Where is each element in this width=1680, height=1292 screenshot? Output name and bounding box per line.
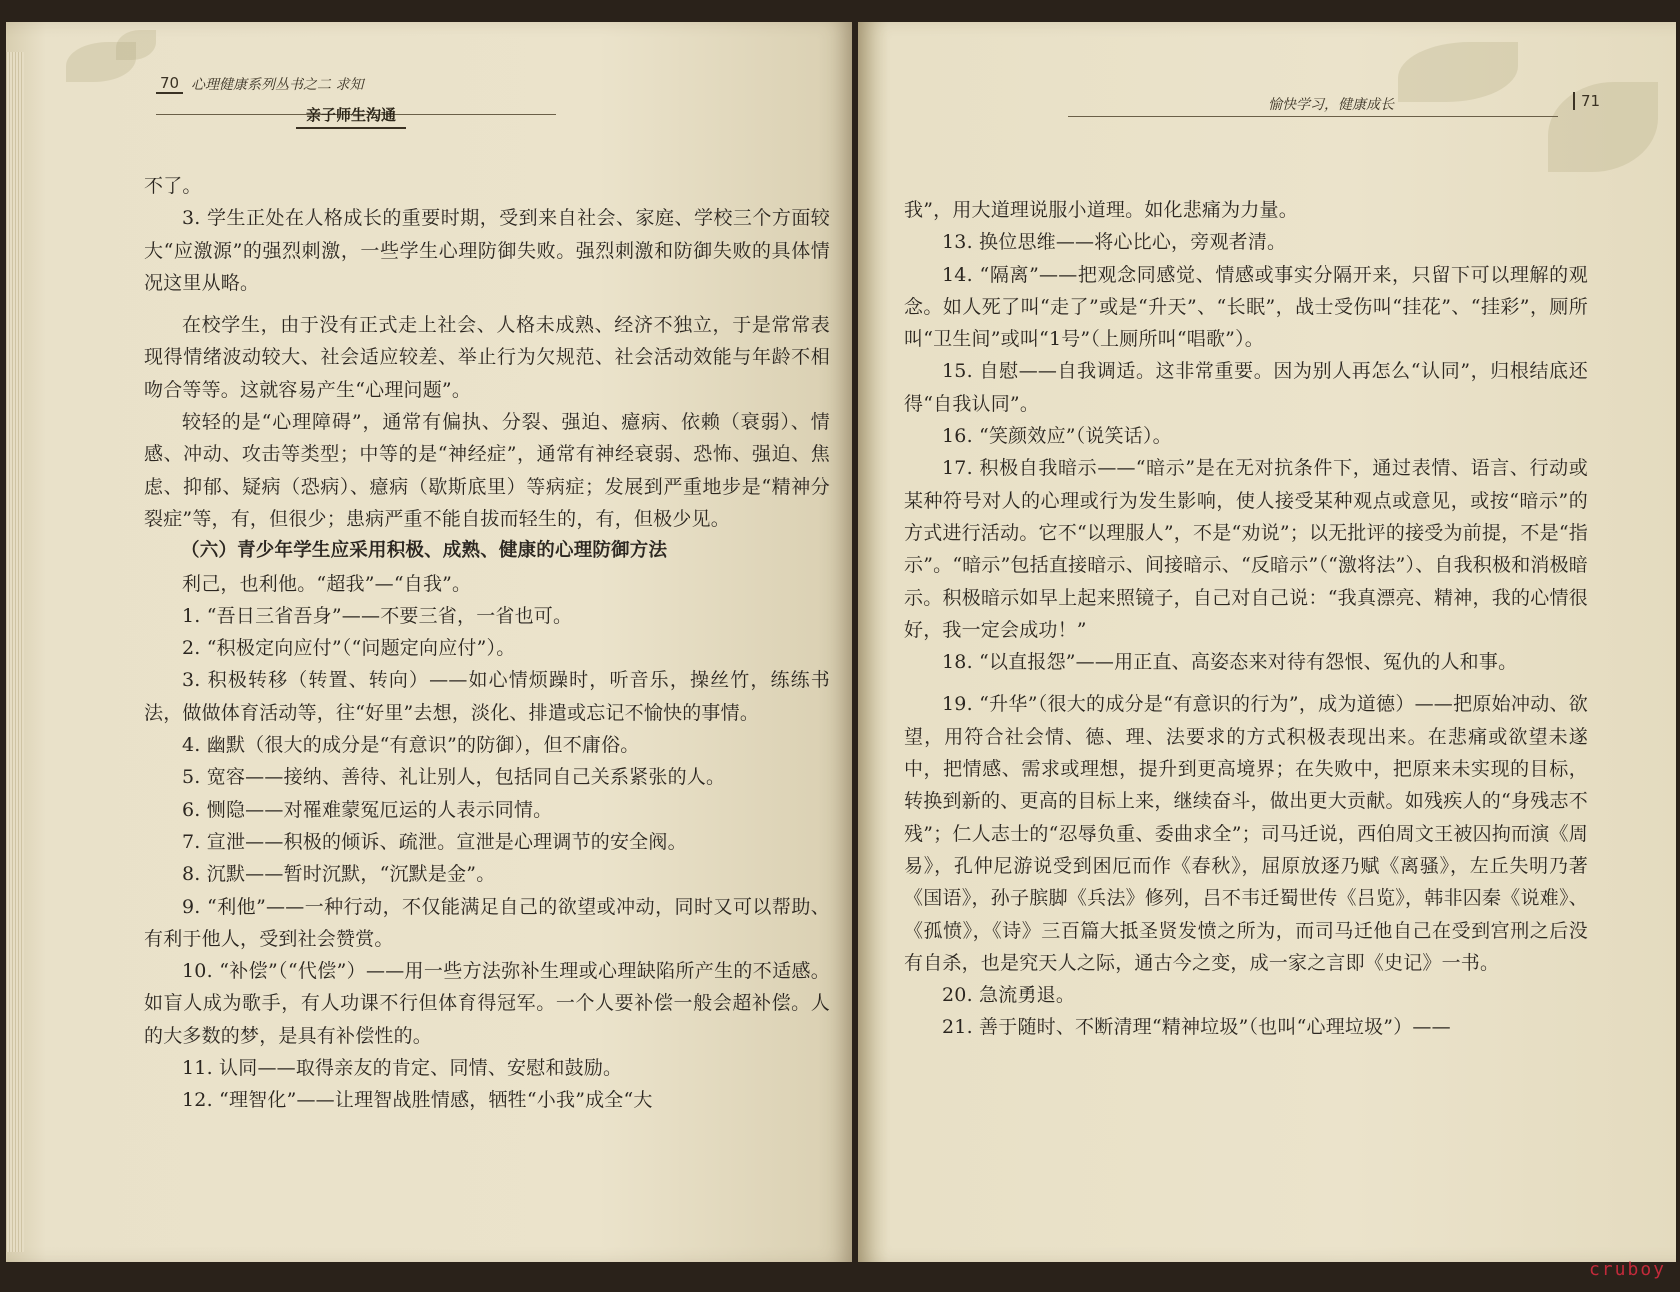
page-number: 70 [156,74,183,94]
paragraph: 5. 宽容——接纳、善待、礼让别人，包括同自己关系紧张的人。 [182,766,726,789]
paragraph: 利己，也利他。“超我”—“自我”。 [182,572,472,595]
paragraph: 6. 恻隐——对罹难蒙冤厄运的人表示同情。 [182,798,553,821]
right-page [858,22,1676,1262]
paragraph: 21. 善于随时、不断清理“精神垃圾”（也叫“心理垃圾”）—— [942,1016,1451,1039]
paragraph: 14. “隔离”——把观念同感觉、情感或事实分隔开来，只留下可以理解的观念。如人死了叫“走了”或是“升天”、“长眠”，战士受伤叫“挂花”、“挂彩”，厕所叫“卫生间”或叫“1号”（上厕所叫“唱歌”）。 [904,263,1588,351]
paragraph: 11. 认同——取得亲友的肯定、同情、安慰和鼓励。 [182,1057,623,1080]
page-edge [6,52,24,1252]
watermark-text: cruboy [1588,1259,1666,1280]
left-body-text [144,170,830,1117]
paragraph: 1. “吾日三省吾身”——不要三省，一省也可。 [182,604,573,627]
paragraph: 9. “利他”——一种行动，不仅能满足自己的欲望或冲动，同时又可以帮助、有利于他人，受到社会赞赏。 [144,895,830,950]
paragraph: 17. 积极自我暗示——“暗示”是在无对抗条件下，通过表情、语言、行动或某种符号对人的心理或行为发生影响，使人接受某种观点或意见，或按“暗示”的方式进行活动。它不“以理服人”，不是“劝说”；以无批评的接受为前提，不是“指示”。“暗示”包括直接暗示、间接暗示、“反暗示”（“激将法”）、自我积极和消极暗示。积极暗示如早上起来照镜子，自己对自己说：“我真漂亮、精神，我的心情很好，我一定会成功！” [904,457,1588,641]
left-running-head [136,52,696,122]
paragraph: 12. “理智化”——让理智战胜情感，牺牲“小我”成全“大 [182,1089,653,1112]
paragraph: 不了。 [144,175,202,197]
running-title: 愉快学习，健康成长 [1268,97,1394,113]
paragraph: 我”，用大道理说服小道理。如化悲痛为力量。 [904,199,1298,221]
paragraph: 10. “补偿”（“代偿”）——用一些方法弥补生理或心理缺陷所产生的不适感。如盲人成为歌手，有人功课不行但体育得冠军。一个人要补偿一般会超补偿。人的大多数的梦，是具有补偿性的。 [144,960,830,1047]
right-body-text [904,194,1588,1044]
paragraph: 7. 宣泄——积极的倾诉、疏泄。宣泄是心理调节的安全阀。 [182,830,687,853]
paragraph: 18. “以直报怨”——用正直、高姿态来对待有怨恨、冤仇的人和事。 [942,651,1518,674]
series-title: 心理健康系列丛书之二 求知 [191,77,364,93]
section-heading: （六）青少年学生应采用积极、成熟、健康的心理防御方法 [181,540,668,562]
paragraph: 8. 沉默——暂时沉默，“沉默是金”。 [182,863,496,886]
paragraph: 2. “积极定向应付”（“问题定向应付”）。 [182,637,516,660]
page-number: 71 [1573,92,1600,110]
subtitle-banner: 亲子师生沟通 [296,102,406,129]
header-rule [1068,116,1558,117]
paragraph: 较轻的是“心理障碍”，通常有偏执、分裂、强迫、癔病、依赖（衰弱）、情感、冲动、攻击等类型；中等的是“神经症”，通常有神经衰弱、恐怖、强迫、焦虑、抑郁、疑病（恐病）、癔病（歇斯底里）等病症；发展到严重地步是“精神分裂症”等，有，但很少；患病严重不能自拔而轻生的，有，但极少见。 [144,411,830,530]
paragraph: 4. 幽默（很大的成分是“有意识”的防御），但不庸俗。 [182,734,640,757]
paragraph: 3. 学生正处在人格成长的重要时期，受到来自社会、家庭、学校三个方面较大“应激源”的强烈刺激，一些学生心理防御失败。强烈刺激和防御失败的具体情况这里从略。 [144,207,830,294]
paragraph: 16. “笑颜效应”（说笑话）。 [942,425,1172,448]
paragraph: 19. “升华”（很大的成分是“有意识的行为”，成为道德）——把原始冲动、欲望，用符合社会情、德、理、法要求的方式积极表现出来。在悲痛或欲望未遂中，把情感、需求或理想，提升到更高境界；在失败中，把原来未实现的目标，转换到新的、更高的目标上来，继续奋斗，做出更大贡献。如残疾人的“身残志不残”；仁人志士的“忍辱负重、委曲求全”；司马迁说，西伯周文王被囚拘而演《周易》，孔仲尼游说受到困厄而作《春秋》，屈原放逐乃赋《离骚》，左丘失明乃著《国语》，孙子膑脚《兵法》修列，吕不韦迁蜀世传《吕览》，韩非囚秦《说难》、《孤愤》，《诗》三百篇大抵圣贤发愤之所为，而司马迁他自己在受到宫刑之后没有自杀，也是究天人之际，通古今之变，成一家之言即《史记》一书。 [904,693,1588,974]
right-running-head [1068,52,1648,122]
paragraph: 在校学生，由于没有正式走上社会、人格未成熟、经济不独立，于是常常表现得情绪波动较大、社会适应较差、举止行为欠规范、社会活动效能与年龄不相吻合等等。这就容易产生“心理问题”。 [144,314,830,401]
paragraph: 15. 自慰——自我调适。这非常重要。因为别人再怎么“认同”，归根结底还得“自我认同”。 [904,360,1588,415]
paragraph: 13. 换位思维——将心比心，旁观者清。 [942,231,1287,254]
paragraph: 20. 急流勇退。 [942,984,1076,1007]
paragraph: 3. 积极转移（转置、转向）——如心情烦躁时，听音乐，操丝竹，练练书法，做做体育活动等，往“好里”去想，淡化、排遣或忘记不愉快的事情。 [144,669,830,724]
left-page [6,22,852,1262]
